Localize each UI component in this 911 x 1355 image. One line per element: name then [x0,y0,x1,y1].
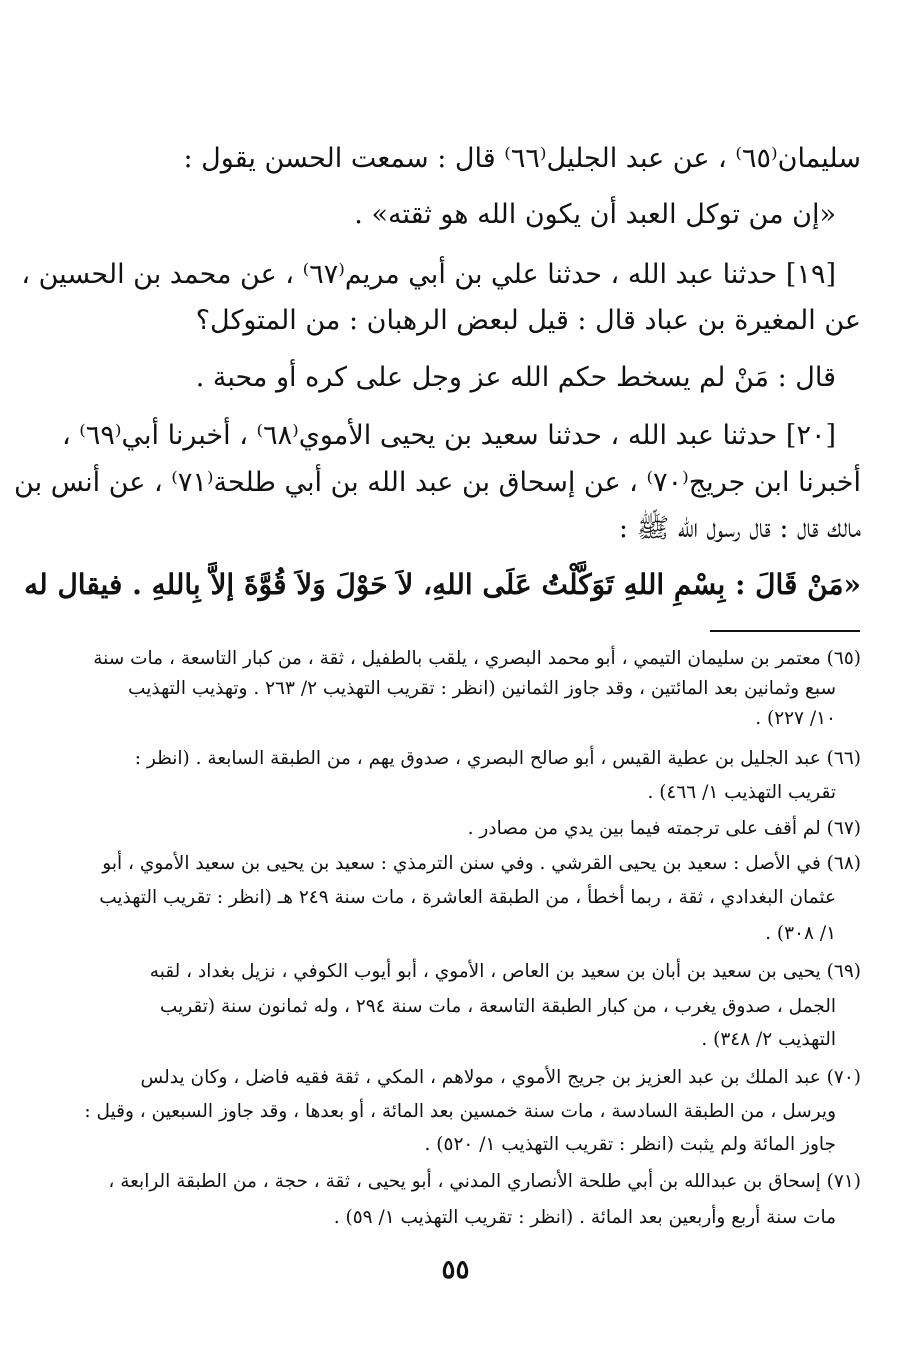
main-text-line: [٢٠] حدثنا عبد الله ، حدثنا سعيد بن يحيى الأموي⁽٦٨⁾ ، أخبرنا أبي⁽٦٩⁾ ، [61,420,836,451]
footnote-line: سبع وثمانين بعد المائتين ، وقد جاوز الثمانين (انظر : تقريب التهذيب ٢/ ٢٦٣ . وتهذيب التهذيب [128,678,836,699]
footnote-line: (٦٩) يحيى بن سعيد بن أبان بن سعيد بن العاص ، الأموي ، أبو أيوب الكوفي ، نزيل بغداد ، لقبه [149,961,861,982]
main-text-line: «إن من توكل العبد أن يكون الله هو ثقته» . [354,199,836,230]
main-text-line: قال : مَنْ لم يسخط حكم الله عز وجل على كره أو محبة . [195,362,836,393]
main-text-line: مالك قال : قال رسول الله ﷺ : [618,513,861,544]
footnote-line: تقريب التهذيب ١/ ٤٦٦) . [647,782,836,803]
main-text-line: أخبرنا ابن جريج⁽٧٠⁾ ، عن إسحاق بن عبد الله بن أبي طلحة⁽٧١⁾ ، عن أنس بن [14,467,861,498]
footnote-line: عثمان البغدادي ، ثقة ، ربما أخطأ ، من الطبقة العاشرة ، مات سنة ٢٤٩ هـ (انظر : تقريب التهذيب [99,887,836,908]
footnote-separator [710,630,860,632]
footnote-line: (٧١) إسحاق بن عبدالله بن أبي طلحة الأنصاري المدني ، أبو يحيى ، ثقة ، حجة ، من الطبقة الرابعة ، [108,1171,861,1192]
footnote-line: (٦٧) لم أقف على ترجمته فيما بين يدي من مصادر . [467,818,861,839]
footnote-line: (٦٥) معتمر بن سليمان التيمي ، أبو محمد البصري ، يلقب بالطفيل ، ثقة ، من كبار التاسعة ، مات سنة [93,648,861,669]
footnote-line: مات سنة أربع وأربعين بعد المائة . (انظر : تقريب التهذيب ١/ ٥٩) . [333,1207,836,1228]
main-text-line: عن المغيرة بن عباد قال : قيل لبعض الرهبان : من المتوكل؟ [195,305,861,336]
footnote-line: (٦٦) عبد الجليل بن عطية القيس ، أبو صالح البصري ، صدوق يهم ، من الطبقة السابعة . (انظر : [134,748,861,769]
footnote-line: ويرسل ، من الطبقة السادسة ، مات سنة خمسين بعد المائة ، أو بعدها ، وقد جاوز السبعين ، وقيل : [84,1101,836,1122]
footnote-line: (٦٨) في الأصل : سعيد بن يحيى القرشي . وفي سنن الترمذي : سعيد بن يحيى بن سعيد الأموي ، أبو [102,853,861,874]
footnote-line: جاوز المائة ولم يثبت (انظر : تقريب التهذيب ١/ ٥٢٠) . [424,1134,836,1155]
footnote-line: التهذيب ٢/ ٣٤٨) . [701,1029,836,1050]
page-number: ٥٥ [441,1255,470,1285]
main-text-line: [١٩] حدثنا عبد الله ، حدثنا علي بن أبي مريم⁽٦٧⁾ ، عن محمد بن الحسين ، [21,259,836,290]
hadith-text-line: «مَنْ قَالَ : بِسْمِ اللهِ تَوَكَّلْتُ عَلَى اللهِ، لاَ حَوْلَ وَلاَ قُوَّةَ إلاَّ بِاللهِ . فيقال له [24,568,861,601]
footnote-line: ١/ ٣٠٨) . [765,923,836,944]
footnote-line: ١٠/ ٢٢٧) . [755,708,836,729]
footnote-line: الجمل ، صدوق يغرب ، من كبار الطبقة التاسعة ، مات سنة ٢٩٤ ، وله ثمانون سنة (تقريب [159,996,836,1017]
footnote-line: (٧٠) عبد الملك بن عبد العزيز بن جريج الأموي ، مولاهم ، المكي ، ثقة فقيه فاضل ، وكان يدلس [140,1067,861,1088]
main-text-line: سليمان⁽٦٥⁾ ، عن عبد الجليل⁽٦٦⁾ قال : سمعت الحسن يقول : [183,143,861,174]
